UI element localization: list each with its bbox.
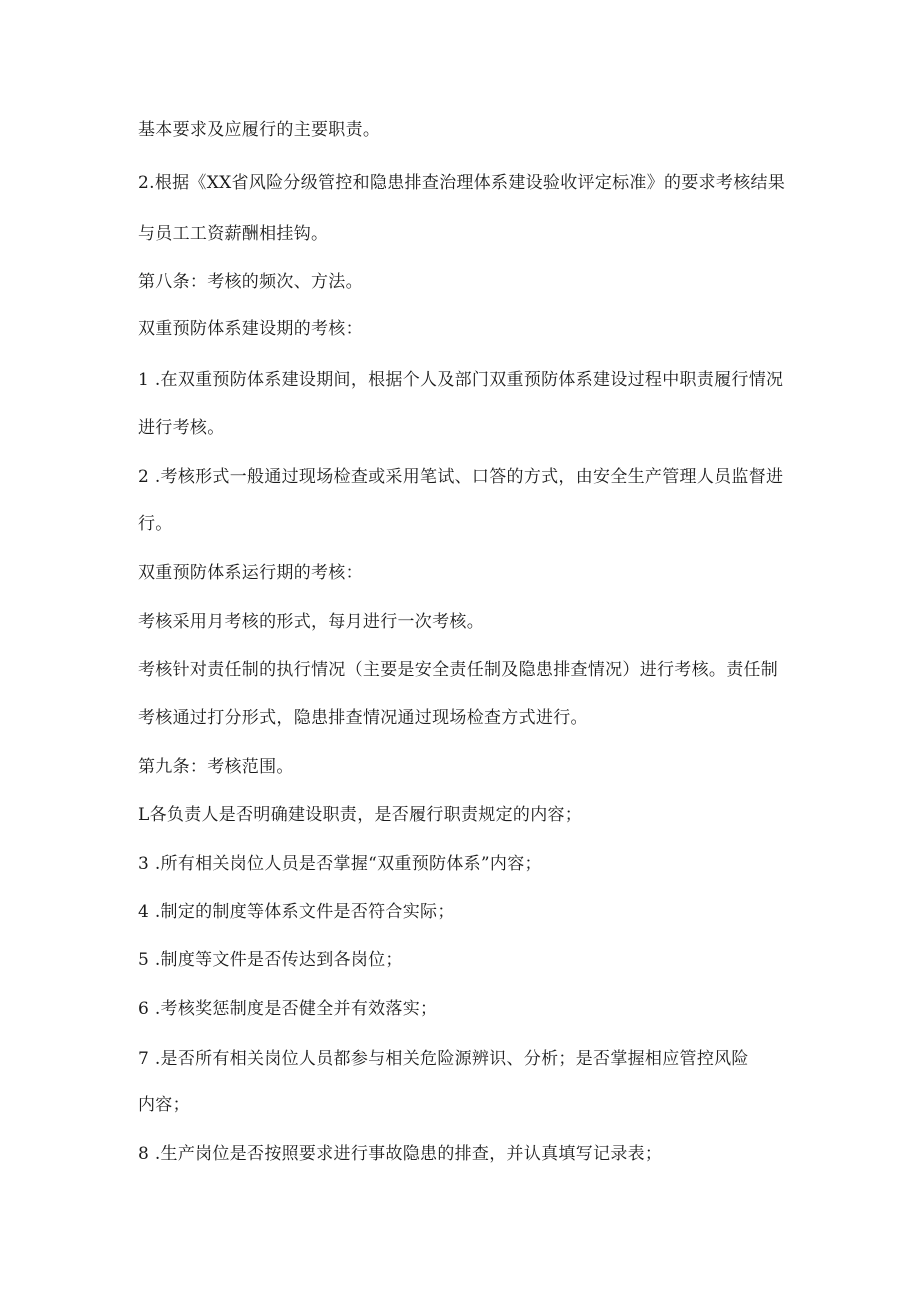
list-item: 8 .生产岗位是否按照要求进行事故隐患的排查，并认真填写记录表；	[138, 1144, 663, 1164]
list-item: 6 .考核奖惩制度是否健全并有效落实；	[138, 999, 438, 1019]
text-line: 2.根据《XX省风险分级管控和隐患排查治理体系建设验收评定标准》的要求考核结果	[138, 173, 786, 193]
text-line: 考核采用月考核的形式，每月进行一次考核。	[138, 612, 484, 632]
list-item: 4 .制定的制度等体系文件是否符合实际；	[138, 902, 455, 922]
text-line: 行。	[138, 514, 173, 534]
list-item: 5 .制度等文件是否传达到各岗位；	[138, 950, 403, 970]
text-line: 进行考核。	[138, 418, 225, 438]
list-item: 7 .是否所有相关岗位人员都参与相关危险源辨识、分析；是否掌握相应管控风险	[138, 1049, 749, 1069]
text-line: 考核通过打分形式，隐患排查情况通过现场检查方式进行。	[138, 708, 588, 728]
list-item: 2 .考核形式一般通过现场检查或采用笔试、口答的方式，由安全生产管理人员监督进	[138, 467, 784, 487]
text-line: 双重预防体系建设期的考核：	[138, 319, 363, 339]
text-line: 考核针对责任制的执行情况（主要是安全责任制及隐患排查情况）进行考核。责任制	[138, 660, 779, 680]
text-line: 与员工工资薪酬相挂钩。	[138, 224, 329, 244]
section-heading: 第八条：考核的频次、方法。	[138, 272, 363, 292]
text-line: 内容；	[138, 1095, 190, 1115]
list-item: 3 .所有相关岗位人员是否掌握“双重预防体系”内容；	[138, 854, 542, 874]
section-heading: 第九条：考核范围。	[138, 757, 294, 777]
text-line: 基本要求及应履行的主要职责。	[138, 120, 381, 140]
list-item: L各负责人是否明确建设职责，是否履行职责规定的内容；	[138, 805, 583, 825]
text-line: 双重预防体系运行期的考核：	[138, 563, 363, 583]
list-item: 1 .在双重预防体系建设期间，根据个人及部门双重预防体系建设过程中职责履行情况	[138, 370, 784, 390]
